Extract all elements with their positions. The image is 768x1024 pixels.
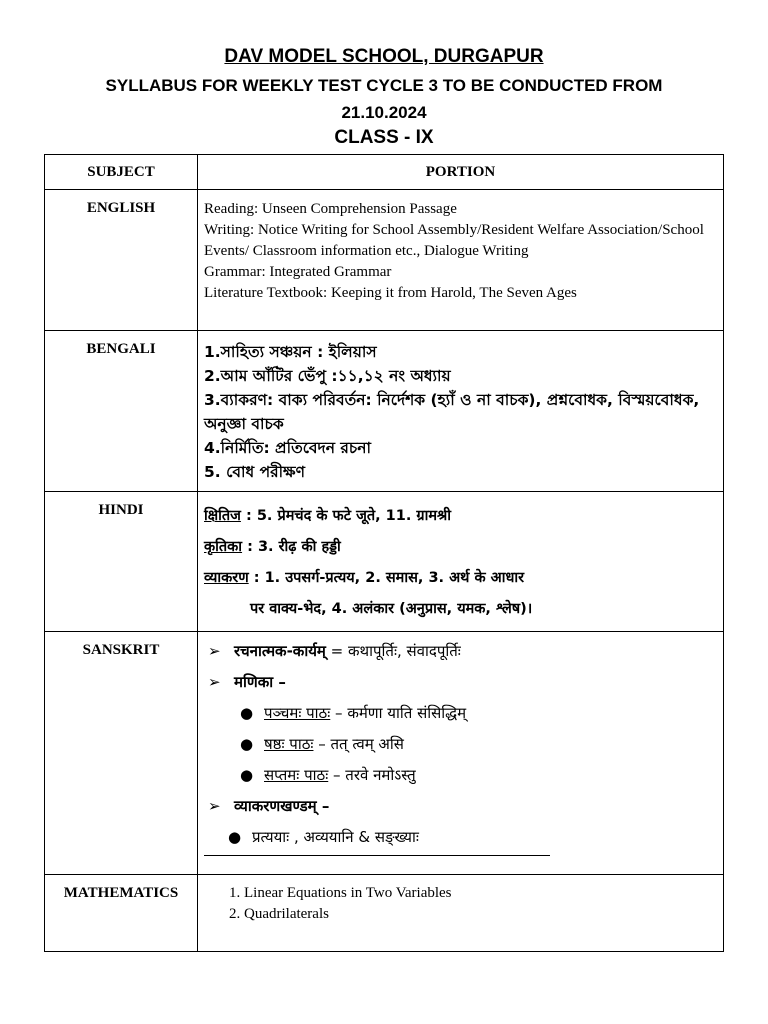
bengali-line: 4.নির্মিতি: প্রতিবেদন রচনা [204,439,371,457]
school-name: DAV MODEL SCHOOL, DURGAPUR [224,46,544,67]
subject-hindi: HINDI [45,492,198,632]
divider [204,855,550,856]
table-row-hindi [45,492,724,632]
sanskrit-heading [204,791,723,822]
sanskrit-heading [204,636,723,667]
sanskrit-bullet-item [204,698,723,729]
syllabus-title: SYLLABUS FOR WEEKLY TEST CYCLE 3 TO BE CONDUCTED FROM [105,76,663,95]
sanskrit-bullet-item [204,729,723,760]
hindi-book-label: क्षितिज [204,508,241,524]
hindi-text: : 5. प्रेमचंद के फटे जूते, 11. ग्रामश्री [240,508,452,524]
bullet-icon: ● [240,766,254,784]
english-line: Reading: Unseen Comprehension Passage [204,201,457,217]
test-date: 21.10.2024 [341,103,427,122]
table-row-bengali [45,331,724,492]
sanskrit-bullet-item [204,760,723,791]
bullet-icon: ● [240,704,254,722]
lesson-title: – तरवे नमोऽस्तु [328,766,416,784]
subject-column-header: SUBJECT [45,155,198,190]
sanskrit-heading-label: व्याकरणखण्डम् – [234,797,330,815]
hindi-line [204,563,723,594]
hindi-book-label: कृतिका [204,539,243,555]
english-line: Literature Textbook: Keeping it from Harold, The Seven Ages [204,285,577,301]
sanskrit-heading-label: रचनात्मक-कार्यम् [234,642,326,660]
subject-bengali: BENGALI [45,331,198,492]
portion-english [198,190,724,331]
bengali-line: 2.আম আঁটির ভেঁপু :১১,১২ নং অধ্যায় [204,367,451,385]
portion-mathematics [198,875,724,952]
list-item: 1. Linear Equations in Two Variables [244,883,723,904]
lesson-title: – कर्मणा याति संसिद्धिम् [330,704,467,722]
arrow-icon: ➢ [208,642,221,660]
lesson-label: षष्ठः पाठः [264,735,314,753]
sanskrit-text: = कथापूर्तिः, संवादपूर्तिः [325,642,461,660]
list-item: 2. Quadrilaterals [244,904,723,925]
english-line: Writing: Notice Writing for School Assembly/Resident Welfare Association/School Events/ Classroom information etc., Dialogue Writing [204,222,704,259]
bengali-line: 5. বোধ পরীক্ষণ [204,463,305,481]
portion-bengali [198,331,724,492]
grammar-topics: प्रत्ययाः , अव्ययानि & सङ्ख्याः [252,828,419,846]
portion-sanskrit [198,632,724,875]
table-header-row [45,155,724,190]
hindi-book-label: व्याकरण [204,570,249,586]
lesson-label: पञ्चमः पाठः [264,704,331,722]
lesson-label: सप्तमः पाठः [264,766,329,784]
portion-hindi [198,492,724,632]
arrow-icon: ➢ [208,797,221,815]
english-line: Grammar: Integrated Grammar [204,264,392,280]
bengali-line: 1.সাহিত্য সঞ্চয়ন : ইলিয়াস [204,343,377,361]
math-topic-list [220,883,723,925]
portion-column-header: PORTION [198,155,724,190]
sanskrit-bullet-item [204,822,723,853]
sanskrit-heading [204,667,723,698]
table-row-english [45,190,724,331]
hindi-text: : 3. रीढ़ की हड्डी [242,539,341,555]
table-row-sanskrit [45,632,724,875]
syllabus-table [44,154,724,952]
table-row-mathematics [45,875,724,952]
hindi-line [204,501,723,532]
lesson-title: – तत् त्वम् असि [313,735,404,753]
bullet-icon: ● [228,828,242,846]
arrow-icon: ➢ [208,673,221,691]
subject-sanskrit: SANSKRIT [45,632,198,875]
subject-mathematics: MATHEMATICS [45,875,198,952]
hindi-line: पर वाक्य-भेद, 4. अलंकार (अनुप्रास, यमक, श्लेष)। [250,601,533,617]
subject-english: ENGLISH [45,190,198,331]
hindi-text: : 1. उपसर्ग-प्रत्यय, 2. समास, 3. अर्थ के आधार [248,570,525,586]
bengali-line: 3.ব্যাকরণ: বাক্য পরিবর্তন: নির্দেশক (হ্যাঁ ও না বাচক), প্রশ্নবোধক, বিস্ময়বোধক, অনুজ্ঞা বাচক [204,391,700,433]
class-label: CLASS - IX [334,127,434,148]
hindi-line [204,532,723,563]
bullet-icon: ● [240,735,254,753]
sanskrit-heading-label: मणिका – [234,673,286,691]
